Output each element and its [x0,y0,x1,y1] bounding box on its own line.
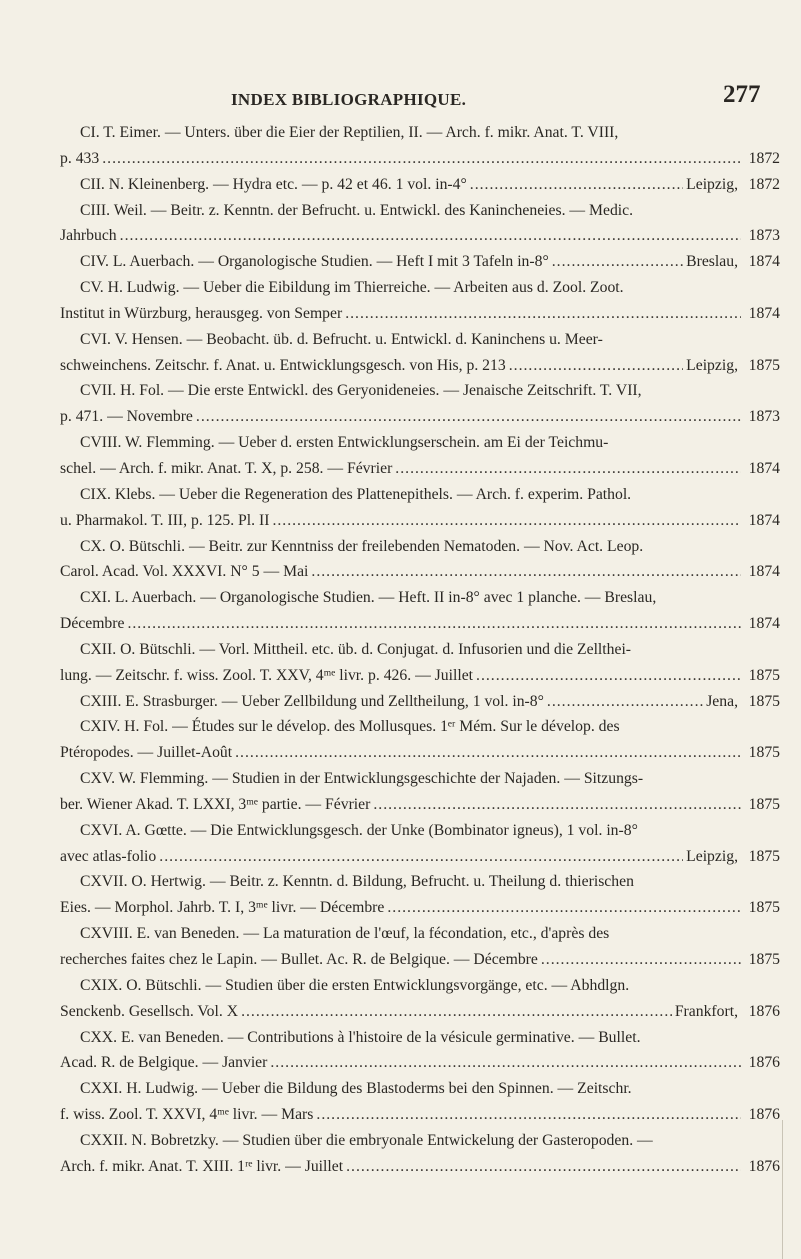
line-text: CI. T. Eimer. — Unters. über die Eier der Reptilien, II. — Arch. f. mikr. Anat. T. VIII, [80,124,619,141]
bibliography-line [60,430,780,456]
bibliography-line [60,999,780,1025]
dot-leader [345,301,741,327]
bibliography-line [60,844,780,870]
publication-place: Frankfort, [674,1002,738,1020]
line-text: CXXI. H. Ludwig. — Ueber die Bildung des Blastoderms bei den Spinnen. — Zeitschr. [80,1080,632,1098]
line-text: Eies. — Morphol. Jahrb. T. I, 3ᵐᵉ livr. — Décembre [60,899,385,917]
bibliography-line [60,1128,780,1154]
bibliography-line [60,973,780,999]
dot-leader [159,844,683,870]
dot-leader [547,689,703,715]
dot-leader [395,456,741,482]
bibliography-line [60,198,780,224]
publication-place: Jena, [706,692,738,710]
bibliography-line [60,120,780,146]
line-text: CXVI. A. Gœtte. — Die Entwicklungsgesch. der Unke (Bombinator igneus), 1 vol. in-8° [80,821,638,839]
dot-leader [196,404,741,430]
bibliography-line [60,559,780,585]
publication-year: 1873 [748,408,780,426]
dot-leader [373,792,741,818]
bibliography-line [60,585,780,611]
line-text: recherches faites chez le Lapin. — Bullet. Ac. R. de Belgique. — Décembre [60,951,538,968]
line-text: f. wiss. Zool. T. XXVI, 4ᵐᵉ livr. — Mars [60,1106,314,1124]
bibliography-line [60,663,780,689]
publication-year: 1874 [748,511,780,529]
line-text: CVI. V. Hensen. — Beobacht. üb. d. Befrucht. u. Entwickl. d. Kaninchens u. Meer- [80,330,603,348]
line-text: Ptéropodes. — Juillet-Août [60,744,233,762]
line-text: CVII. H. Fol. — Die erste Entwickl. des Geryonideneies. — Jenaische Zeitschrift. T. VII, [80,382,642,400]
publication-year: 1875 [748,692,780,710]
bibliography-line [60,766,780,792]
publication-place: Leipzig, [686,175,738,193]
line-text: CXIII. E. Strasburger. — Ueber Zellbildung und Zelltheilung, 1 vol. in-8° [80,692,544,710]
bibliography-line [60,378,780,404]
bibliography-entries [60,120,780,1180]
publication-place: Leipzig, [686,356,738,374]
publication-year: 1875 [748,744,780,762]
dot-leader [552,249,683,275]
page-number: 277 [723,81,761,108]
line-text: CXIV. H. Fol. — Études sur le dévelop. des Mollusques. 1ᵉʳ Mém. Sur le dévelop. des [80,718,620,736]
bibliography-line [60,921,780,947]
line-text: CIII. Weil. — Beitr. z. Kenntn. der Befrucht. u. Entwickl. des Kanincheneies. — Medic. [80,201,634,219]
bibliography-line [60,818,780,844]
publication-year: 1873 [748,227,780,245]
bibliography-line [60,740,780,766]
bibliography-line [60,869,780,895]
page-edge-line [782,1120,783,1259]
line-text: Décembre [60,615,125,633]
line-text: Senckenb. Gesellsch. Vol. X [60,1002,239,1020]
publication-year: 1875 [748,356,780,374]
bibliography-line [60,249,780,275]
bibliography-line [60,637,780,663]
line-text: CXI. L. Auerbach. — Organologische Studien. — Heft. II in-8° avec 1 planche. — Breslau, [80,589,657,607]
dot-leader [272,508,741,534]
publication-year: 1876 [748,1054,780,1072]
publication-year: 1874 [748,304,780,322]
line-text: p. 433 [60,149,100,167]
bibliography-line [60,947,780,973]
dot-leader [387,895,741,921]
publication-year: 1872 [748,149,780,167]
line-text: schweinchens. Zeitschr. f. Anat. u. Entwicklungsgesch. von His, p. 213 [60,356,506,374]
publication-year: 1872 [748,175,780,193]
dot-leader [270,1050,741,1076]
line-text: CXVIII. E. van Beneden. — La maturation de l'œuf, la fécondation, etc., d'après des [80,925,610,943]
dot-leader [102,146,741,172]
line-text: lung. — Zeitschr. f. wiss. Zool. T. XXV, 4ᵐᵉ livr. p. 426. — Juillet [60,666,474,684]
line-text: ber. Wiener Akad. T. LXXI, 3ᵐᵉ partie. — Février [60,795,371,813]
bibliography-line [60,689,780,715]
line-text: schel. — Arch. f. mikr. Anat. T. X, p. 258. — Février [60,459,393,477]
line-text: CVIII. W. Flemming. — Ueber d. ersten Entwicklungserschein. am Ei der Teichmu- [80,434,609,452]
publication-year: 1875 [748,795,780,813]
header-title: INDEX BIBLIOGRAPHIQUE. [231,90,467,109]
line-text: avec atlas-folio [60,847,157,865]
line-text: CIV. L. Auerbach. — Organologische Studien. — Heft I mit 3 Tafeln in-8° [80,253,549,271]
line-text: Arch. f. mikr. Anat. T. XIII. 1ʳᵉ livr. — Juillet [60,1157,344,1175]
line-text: Carol. Acad. Vol. XXXVI. N° 5 — Mai [60,563,309,581]
bibliography-line [60,611,780,637]
bibliography-line [60,172,780,198]
bibliography-line [60,895,780,921]
bibliography-line [60,1025,780,1051]
bibliography-line [60,714,780,740]
line-text: CIX. Klebs. — Ueber die Regeneration des Plattenepithels. — Arch. f. experim. Pathol. [80,485,632,503]
bibliography-line [60,1154,780,1180]
line-text: u. Pharmakol. T. III, p. 125. Pl. II [60,511,270,529]
bibliography-line [60,482,780,508]
dot-leader [346,1154,741,1180]
bibliography-line [60,223,780,249]
publication-year: 1874 [748,615,780,633]
line-text: CV. H. Ludwig. — Ueber die Eibildung im Thierreiche. — Arbeiten aus d. Zool. Zoot. [80,279,624,297]
publication-year: 1875 [748,899,780,917]
publication-year: 1875 [748,666,780,684]
publication-year: 1874 [748,563,780,581]
dot-leader [127,611,741,637]
bibliography-line [60,275,780,301]
dot-leader [509,353,683,379]
running-header [0,76,801,112]
line-text: CXV. W. Flemming. — Studien in der Entwicklungsgeschichte der Najaden. — Sitzungs- [80,770,644,788]
bibliography-line [60,1102,780,1128]
line-text: Acad. R. de Belgique. — Janvier [60,1054,268,1072]
dot-leader [311,559,741,585]
bibliography-line [60,534,780,560]
publication-year: 1876 [748,1106,780,1124]
bibliography-line [60,1050,780,1076]
publication-year: 1875 [748,847,780,865]
bibliography-line [60,301,780,327]
line-text: CII. N. Kleinenberg. — Hydra etc. — p. 42 et 46. 1 vol. in-4° [80,175,467,193]
publication-year: 1876 [748,1157,780,1175]
publication-year: 1876 [748,1002,780,1020]
publication-year: 1874 [748,253,780,271]
dot-leader [316,1102,741,1128]
dot-leader [235,740,741,766]
publication-year: 1875 [748,951,780,968]
bibliography-line [60,792,780,818]
dot-leader [476,663,741,689]
bibliography-line [60,146,780,172]
dot-leader [120,223,741,249]
bibliography-line [60,404,780,430]
publication-year: 1874 [748,459,780,477]
line-text: p. 471. — Novembre [60,408,193,426]
bibliography-line [60,508,780,534]
bibliography-line [60,327,780,353]
dot-leader [541,947,741,973]
publication-place: Breslau, [686,253,738,271]
bibliography-line [60,456,780,482]
line-text: CXVII. O. Hertwig. — Beitr. z. Kenntn. d. Bildung, Befrucht. u. Theilung d. thierischen [80,873,634,891]
dot-leader [241,999,672,1025]
dot-leader [470,172,683,198]
line-text: CXXII. N. Bobretzky. — Studien über die embryonale Entwickelung der Gasteropoden. — [80,1131,653,1149]
line-text: CXX. E. van Beneden. — Contributions à l'histoire de la vésicule germinative. — Bullet. [80,1028,641,1046]
line-text: CX. O. Bütschli. — Beitr. zur Kenntniss der freilebenden Nematoden. — Nov. Act. Leop. [80,537,644,555]
line-text: CXII. O. Bütschli. — Vorl. Mittheil. etc. üb. d. Conjugat. d. Infusorien und die Zellthei- [80,640,632,658]
line-text: Jahrbuch [60,227,117,245]
publication-place: Leipzig, [686,847,738,865]
line-text: Institut in Würzburg, herausgeg. von Semper [60,304,343,322]
bibliography-line [60,1076,780,1102]
bibliography-line [60,353,780,379]
line-text: CXIX. O. Bütschli. — Studien über die ersten Entwicklungsvorgänge, etc. — Abhdlgn. [80,976,630,994]
